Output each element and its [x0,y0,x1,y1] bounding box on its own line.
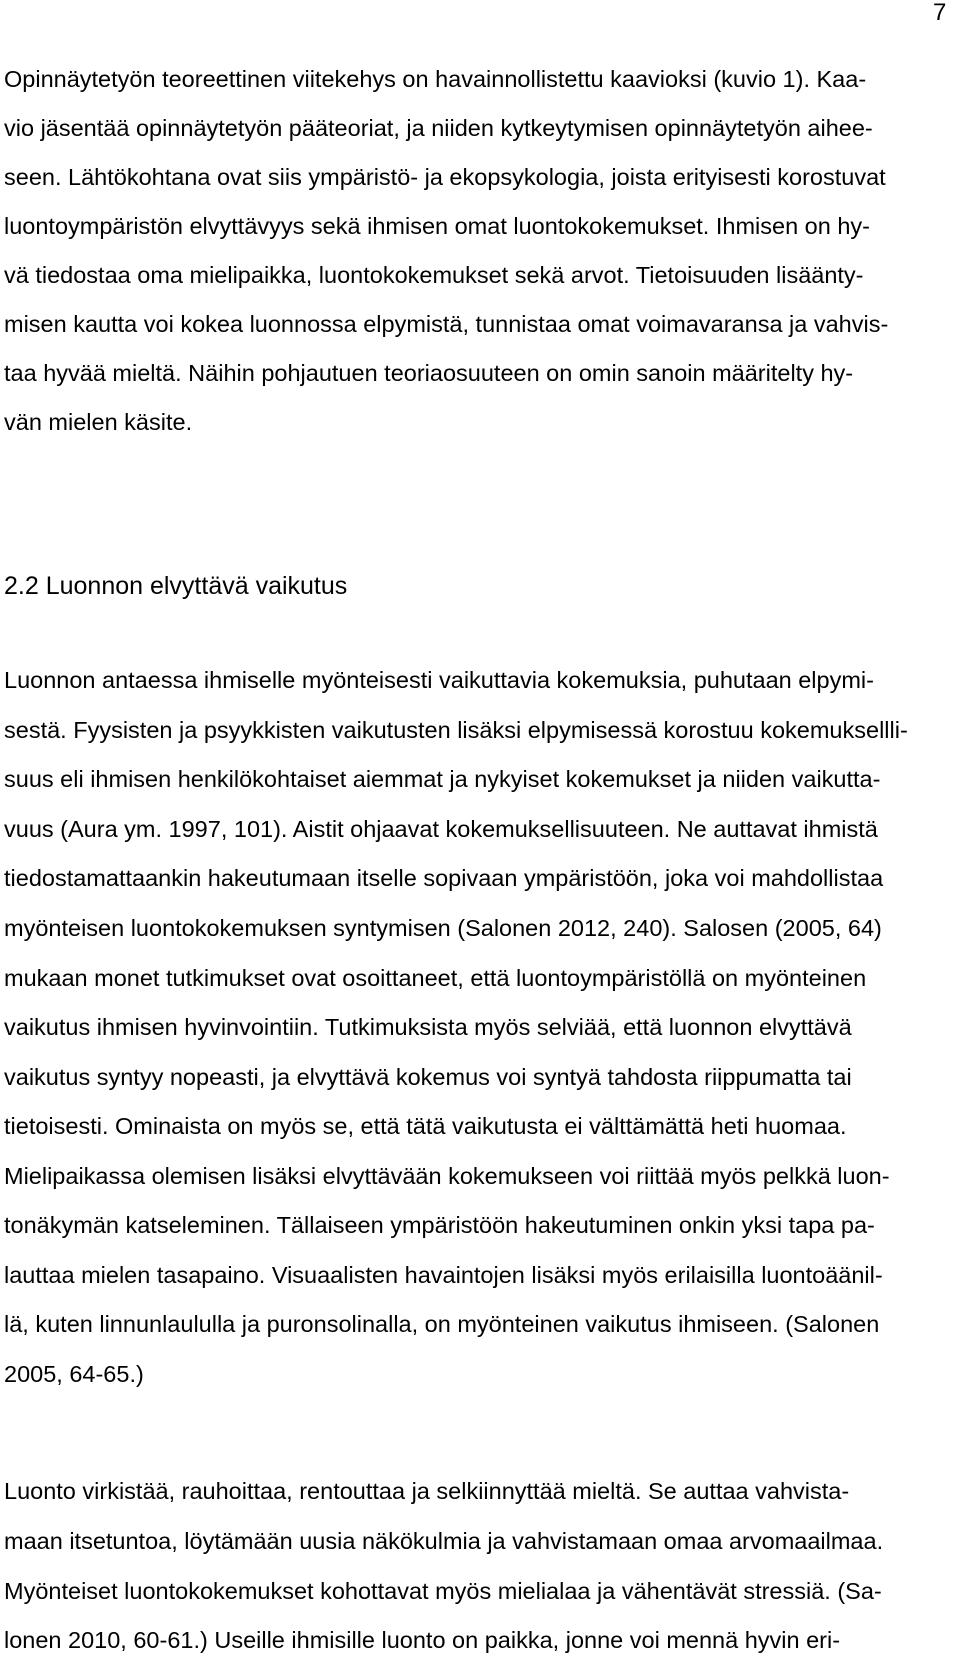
text-line: Mielipaikassa olemisen lisäksi elvyttävään kokemukseen voi riittää myös pelkkä luon- [4,1163,890,1189]
text-line: tietoisesti. Ominaista on myös se, että tätä vaikutusta ei välttämättä heti huomaa. [4,1113,847,1139]
text-line: lä, kuten linnunlaululla ja puronsolinalla, on myönteinen vaikutus ihmiseen. (Salonen [4,1311,880,1337]
text-line: lonen 2010, 60-61.) Useille ihmisille luonto on paikka, jonne voi mennä hyvin eri- [4,1627,841,1653]
text-line: tonäkymän katseleminen. Tällaiseen ympäristöön hakeutuminen onkin yksi tapa pa- [4,1212,875,1238]
text-line: vä tiedostaa oma mielipaikka, luontokokemukset sekä arvot. Tietoisuuden lisäänty- [4,262,864,288]
text-line: maan itsetuntoa, löytämään uusia näkökulmia ja vahvistamaan omaa arvomaailmaa. [4,1528,884,1554]
text-line: myönteisen luontokokemuksen syntymisen (Salonen 2012, 240). Salosen (2005, 64) [4,915,882,941]
text-line: tiedostamattaankin hakeutumaan itselle sopivaan ympäristöön, joka voi mahdollistaa [4,865,884,891]
text-line: Luonto virkistää, rauhoittaa, rentouttaa ja selkiinnyttää mieltä. Se auttaa vahvista- [4,1478,850,1504]
text-line: seen. Lähtökohtana ovat siis ympäristö- ja ekopsykologia, joista erityisesti korostuvat [4,164,886,190]
text-line: vio jäsentää opinnäytetyön pääteoriat, ja niiden kytkeytymisen opinnäytetyön aihee- [4,115,873,141]
text-line: 2005, 64-65.) [4,1361,144,1387]
text-line: suus eli ihmisen henkilökohtaiset aiemmat ja nykyiset kokemukset ja niiden vaikutta- [4,766,881,792]
text-line: taa hyvää mieltä. Näihin pohjautuen teoriaosuuteen on omin sanoin määritelty hy- [4,360,854,386]
text-line: vaikutus syntyy nopeasti, ja elvyttävä kokemus voi syntyä tahdosta riippumatta tai [4,1064,852,1090]
text-line: lauttaa mielen tasapaino. Visuaalisten havaintojen lisäksi myös erilaisilla luontoäänil- [4,1262,883,1288]
text-line: mukaan monet tutkimukset ovat osoittaneet, että luontoympäristöllä on myönteinen [4,965,867,991]
text-line: Opinnäytetyön teoreettinen viitekehys on havainnollistettu kaavioksi (kuvio 1). Kaa- [4,66,867,92]
section-heading: 2.2 Luonnon elvyttävä vaikutus [4,572,348,600]
text-line: vuus (Aura ym. 1997, 101). Aistit ohjaavat kokemuksellisuuteen. Ne auttavat ihmistä [4,816,878,842]
text-line: misen kautta voi kokea luonnossa elpymistä, tunnistaa omat voimavaransa ja vahvis- [4,311,889,337]
text-line: sestä. Fyysisten ja psyykkisten vaikutusten lisäksi elpymisessä korostuu kokemuksellli- [4,717,908,743]
page-number: 7 [933,0,947,26]
text-line: luontoympäristön elvyttävyys sekä ihmisen omat luontokokemukset. Ihmisen on hy- [4,213,870,239]
text-line: vän mielen käsite. [4,409,193,435]
text-line: vaikutus ihmisen hyvinvointiin. Tutkimuksista myös selviää, että luonnon elvyttävä [4,1014,852,1040]
text-line: Myönteiset luontokokemukset kohottavat myös mielialaa ja vähentävät stressiä. (Sa- [4,1578,882,1604]
text-line: Luonnon antaessa ihmiselle myönteisesti vaikuttavia kokemuksia, puhutaan elpymi- [4,667,874,693]
